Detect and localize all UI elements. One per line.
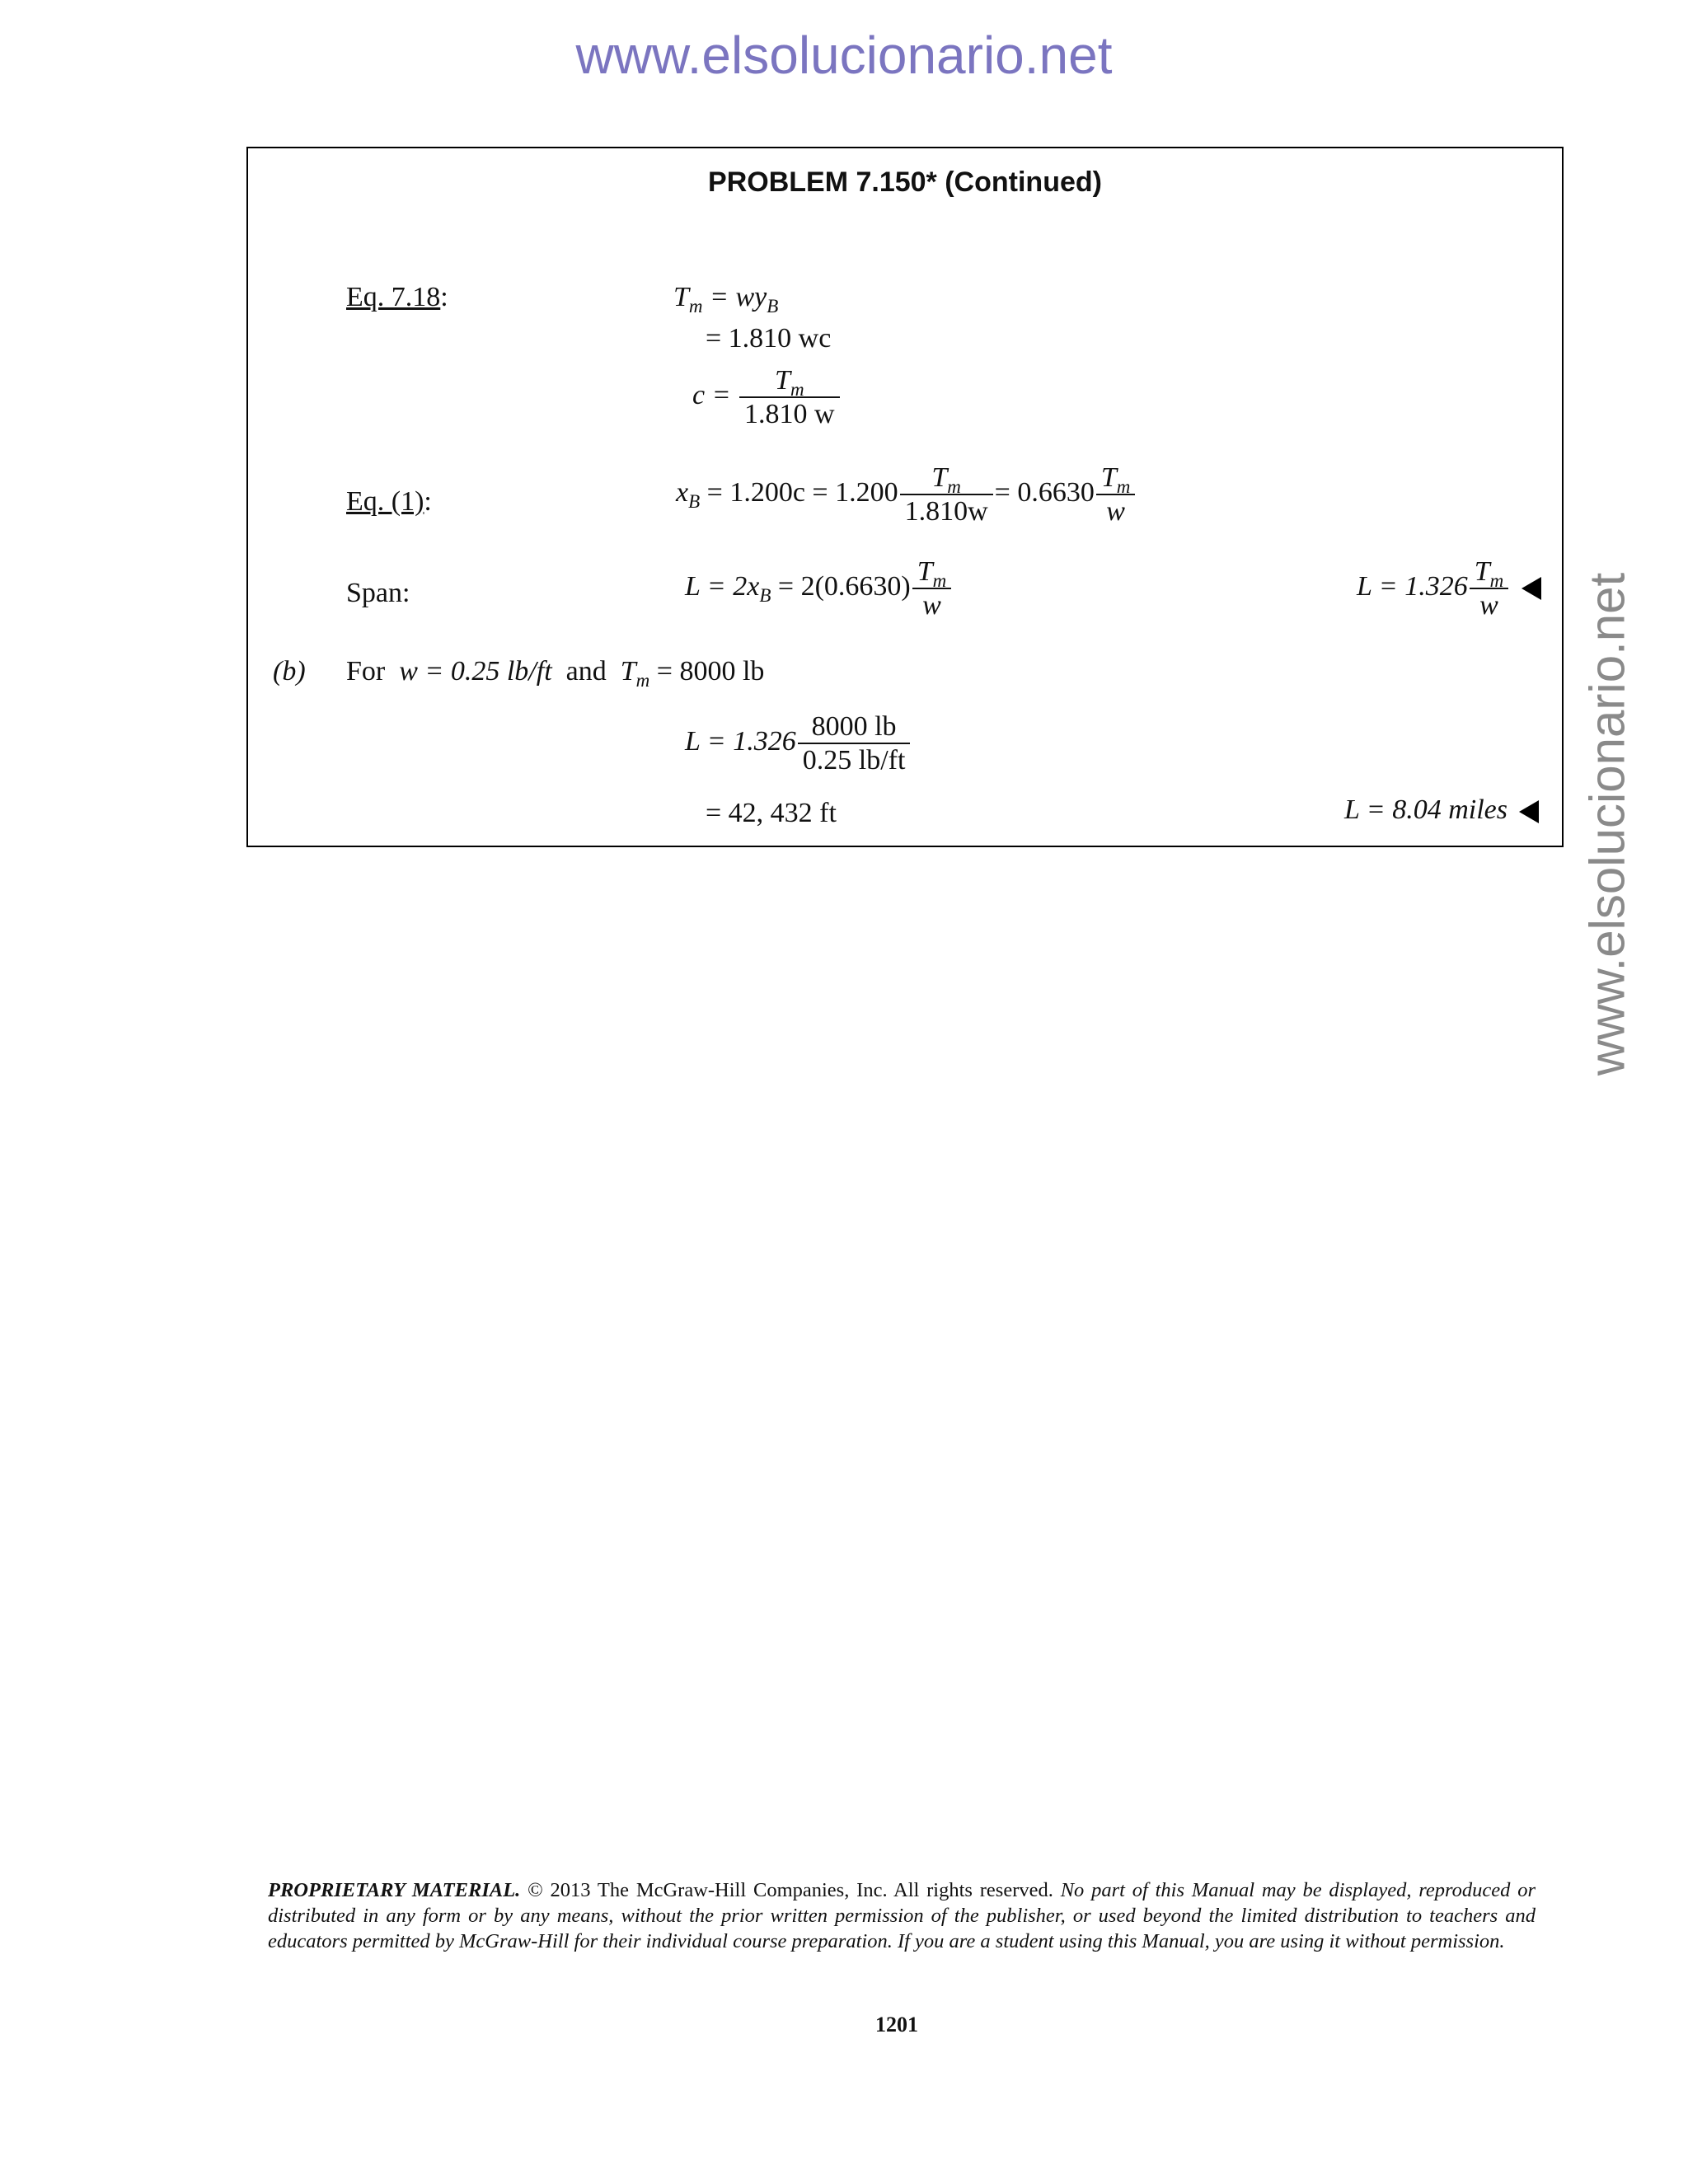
problem-box xyxy=(246,147,1564,847)
footer-normal: © 2013 The McGraw-Hill Companies, Inc. All rights reserved. xyxy=(520,1879,1061,1901)
frac-tm-1810w xyxy=(739,364,840,430)
footer-italic: No part of this Manual may be displayed, reproduced or distributed in any form or by any means, without the prior written permission of the publisher, or used beyond the limited distribution to teachers and educators permitted by McGraw-Hill for their individual course preparation. If you are a student using this Manual, you are using it without permission. xyxy=(268,1879,1536,1952)
footer-bold: PROPRIETARY MATERIAL. xyxy=(268,1879,521,1901)
result-span: L = 1.326 $\frac{T_m}{w}$ xyxy=(1357,555,1541,621)
page-number: 1201 xyxy=(875,2013,918,2036)
frac-num: $T_m$ xyxy=(739,364,840,398)
sym-m: m xyxy=(688,296,703,316)
eq-tm-wyb xyxy=(673,282,779,316)
eq-c-lhs: c = xyxy=(692,379,731,410)
watermark-top: www.elsolucionario.net xyxy=(575,26,1113,85)
eq-1810wc: = 1.810 wc xyxy=(706,323,832,354)
result-L-miles: L = 8.04 miles xyxy=(1344,796,1539,824)
eq-L-calc: L = 1.326 $\frac{8000 lb}{0.25 lb/ft}$ xyxy=(685,710,912,776)
label-eq718 xyxy=(346,284,448,312)
colon: : xyxy=(440,282,448,312)
eq-xb: $x_B = 1.200c = 1.200$ $\frac{T_m}{1.810w}$ = 0.6630 $\frac{T_m}{w}$ xyxy=(676,462,1137,527)
label-eq1: Eq. (1): xyxy=(346,486,432,517)
label-eq1-text: Eq. (1) xyxy=(346,486,424,517)
footer-notice xyxy=(268,1877,1536,1954)
watermark-side-text: www.elsolucionario.net xyxy=(1579,572,1635,1076)
eq-for-b: For w = 0.25 lb/ft and $T_m = 8000$ lb xyxy=(346,656,765,691)
frac-L: $\frac{8000 lb}{0.25 lb/ft}$ xyxy=(798,710,911,776)
sym-T: T xyxy=(673,282,689,312)
answer-marker-icon xyxy=(1522,577,1541,600)
frac-tm-w: $\frac{T_m}{w}$ xyxy=(1096,462,1136,527)
frac-xb: $\frac{T_m}{1.810w}$ xyxy=(900,462,993,527)
answer-marker-icon xyxy=(1519,800,1539,823)
label-part-b: (b) xyxy=(273,656,306,687)
label-eq718-text: Eq. 7.18 xyxy=(346,282,441,312)
eq-span: $L = 2x_B = 2(0.6630)$ $\frac{T_m}{w}$ xyxy=(685,555,953,621)
problem-title: PROBLEM 7.150* (Continued) xyxy=(708,166,1102,198)
eq-xb-val1: = 1.200c = 1.200 xyxy=(706,476,898,508)
label-span: Span: xyxy=(346,578,410,608)
eq-c xyxy=(692,364,842,430)
frac-den: 1.810 w xyxy=(744,399,835,430)
eq-xb-val2: = 0.6630 xyxy=(994,476,1095,508)
eq-wy: = wy xyxy=(710,282,767,312)
sym-B: B xyxy=(767,296,779,316)
eq-L-ft: = 42, 432 ft xyxy=(706,798,837,828)
